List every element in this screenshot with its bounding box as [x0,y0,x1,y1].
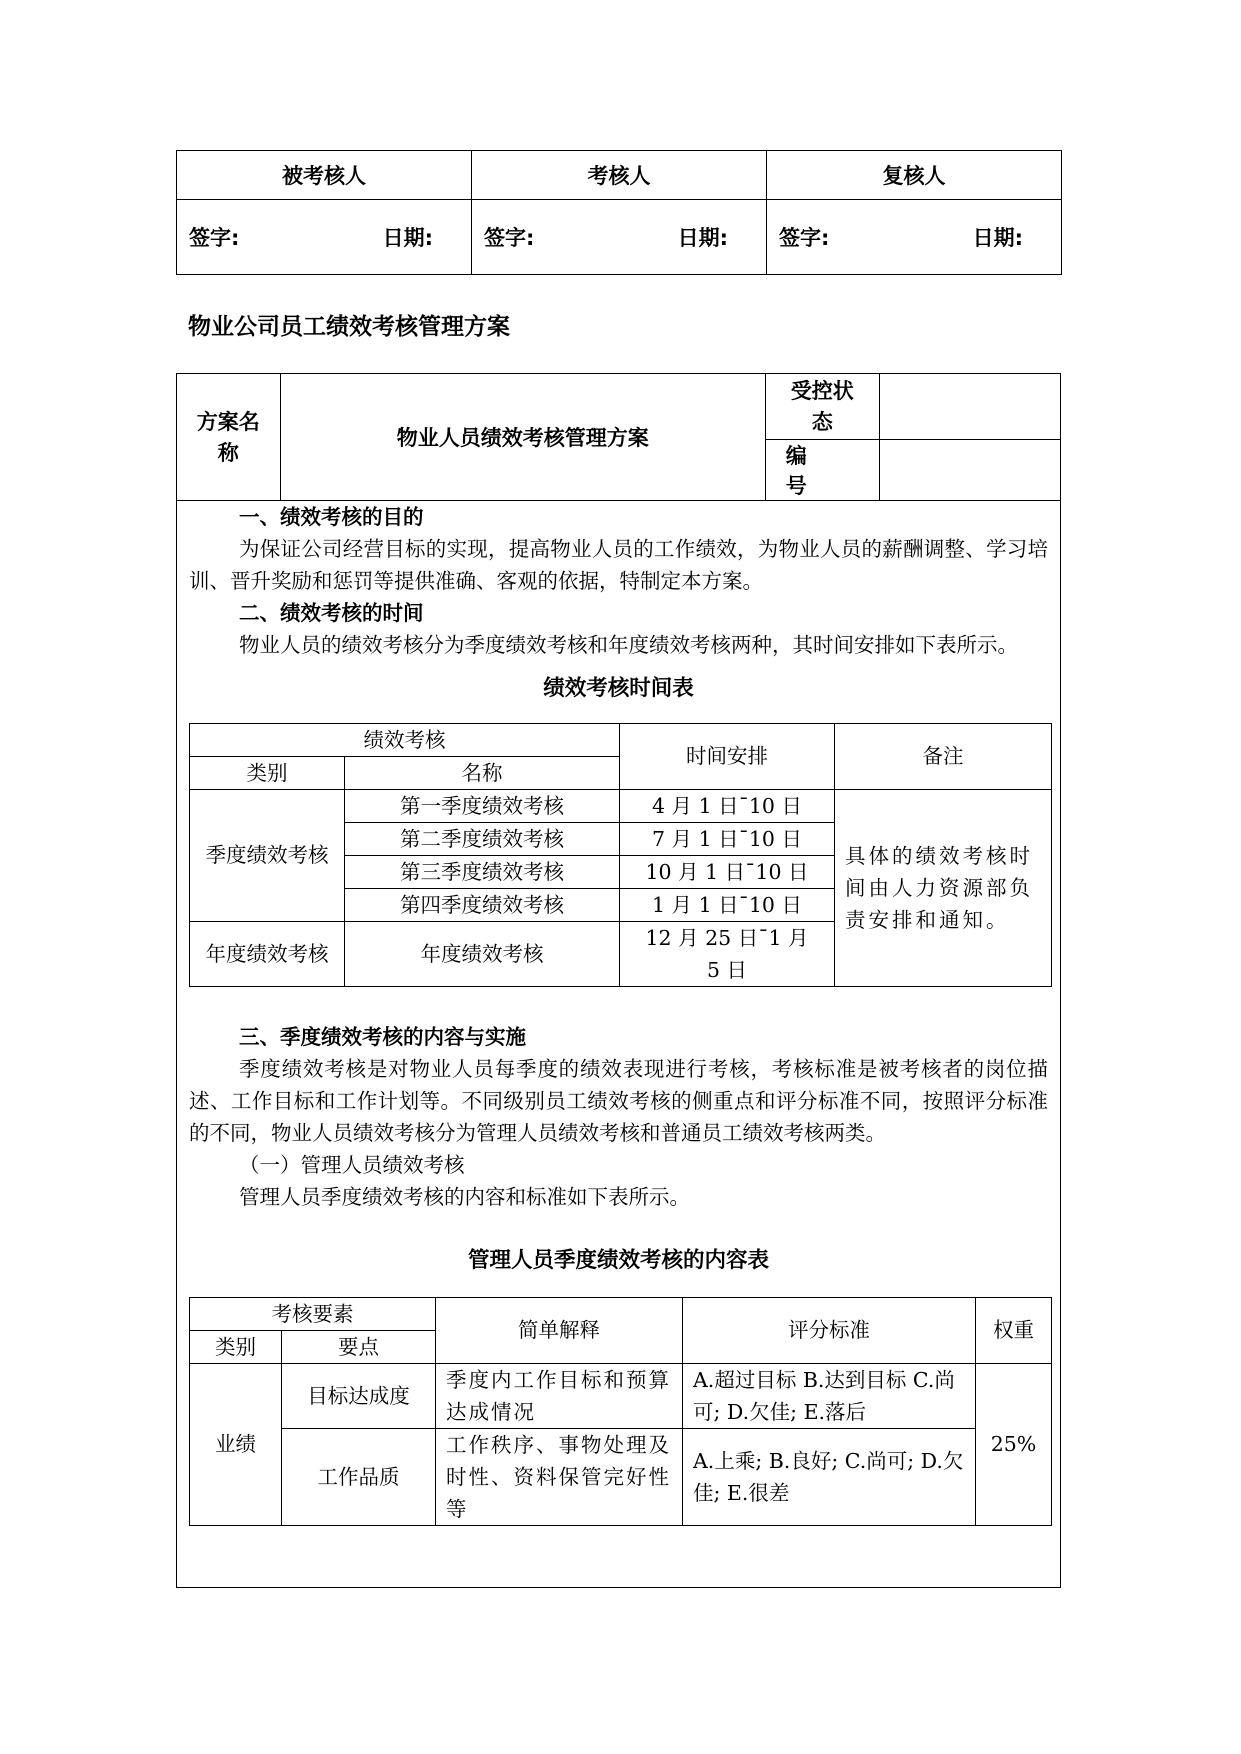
signature-cell-assessor[interactable] [472,200,767,275]
table-caption: 绩效考核时间表 [543,675,694,701]
schedule-row-name: 第一季度绩效考核 [345,789,620,822]
sub-heading: （一）管理人员绩效考核 [239,1152,465,1177]
signature-cell-reviewer[interactable] [767,200,1062,275]
kpi-explain: 工作秩序、事物处理及时性、资料保管完好性等 [436,1428,683,1525]
kpi-point: 目标达成度 [282,1363,436,1428]
sign-label: 签字: [779,226,830,250]
section-paragraph: 为保证公司经营目标的实现，提高物业人员的工作绩效，为物业人员的薪酬调整、学习培训、晋升奖励和惩罚等提供准确、客观的依据，特制定本方案。 [189,536,1048,593]
kpi-weight: 25% [976,1363,1052,1525]
schedule-group-header: 绩效考核 [190,723,620,756]
sign-label: 签字: [189,226,240,250]
section-heading: 三、季度绩效考核的内容与实施 [239,1024,526,1049]
kpi-point: 工作品质 [282,1428,436,1525]
schedule-row-name: 第四季度绩效考核 [345,888,620,921]
schedule-row-time: 10 月 1 日¯10 日 [620,855,835,888]
header-assessee: 被考核人 [177,151,472,200]
plan-body [177,501,1060,1526]
header-reviewer: 复核人 [767,151,1062,200]
plan-name-value: 物业人员绩效考核管理方案 [280,373,765,500]
schedule-row-time: 12 月 25 日¯1 月 5 日 [620,921,835,986]
schedule-category-header: 类别 [190,756,345,789]
document-title: 物业公司员工绩效考核管理方案 [188,314,510,340]
schedule-time-header: 时间安排 [620,723,835,789]
document-number-label: 编号 [765,439,879,500]
controlled-status-label: 受控状态 [765,373,879,439]
annual-category: 年度绩效考核 [190,921,345,986]
sign-label: 签字: [484,226,535,250]
section-heading: 二、绩效考核的时间 [239,600,424,625]
schedule-table [189,723,1052,987]
kpi-group-header: 考核要素 [190,1297,436,1330]
quarterly-category: 季度绩效考核 [190,789,345,921]
kpi-category: 业绩 [190,1363,282,1525]
schedule-note-header: 备注 [835,723,1052,789]
schedule-row-name: 第三季度绩效考核 [345,855,620,888]
section-paragraph: 管理人员季度绩效考核的内容和标准如下表所示。 [239,1184,690,1209]
management-kpi-table [189,1297,1052,1526]
schedule-row-name: 第二季度绩效考核 [345,822,620,855]
date-label: 日期: [382,226,433,250]
kpi-standard: A.超过目标 B.达到目标 C.尚可; D.欠佳; E.落后 [683,1363,976,1428]
date-label: 日期: [972,226,1023,250]
kpi-weight-header: 权重 [976,1297,1052,1363]
kpi-point-header: 要点 [282,1330,436,1363]
section-heading: 一、绩效考核的目的 [239,504,424,529]
kpi-standard-header: 评分标准 [683,1297,976,1363]
table-caption: 管理人员季度绩效考核的内容表 [467,1247,769,1273]
controlled-status-value[interactable] [879,373,1061,439]
schedule-name-header: 名称 [345,756,620,789]
kpi-explain: 季度内工作目标和预算达成情况 [436,1363,683,1428]
section-paragraph: 季度绩效考核是对物业人员每季度的绩效表现进行考核，考核标准是被考核者的岗位描述、工作目标和工作计划等。不同级别员工绩效考核的侧重点和评分标准不同，按照评分标准的不同，物业人员绩效考核分为管理人员绩效考核和普通员工绩效考核两类。 [189,1056,1048,1145]
date-label: 日期: [677,226,728,250]
document-number-value[interactable] [879,439,1061,500]
plan-frame [176,373,1061,1588]
kpi-explain-header: 简单解释 [436,1297,683,1363]
plan-header-table [176,373,1061,501]
schedule-row-time: 7 月 1 日¯10 日 [620,822,835,855]
schedule-row-time: 1 月 1 日¯10 日 [620,888,835,921]
header-assessor: 考核人 [472,151,767,200]
schedule-row-time: 4 月 1 日¯10 日 [620,789,835,822]
kpi-category-header: 类别 [190,1330,282,1363]
signature-cell-assessee[interactable] [177,200,472,275]
signature-table [176,150,1062,275]
plan-name-label: 方案名称 [176,373,280,500]
schedule-note: 具体的绩效考核时间由人力资源部负责安排和通知。 [835,789,1052,986]
schedule-row-name: 年度绩效考核 [345,921,620,986]
kpi-standard: A.上乘; B.良好; C.尚可; D.欠佳; E.很差 [683,1428,976,1525]
section-paragraph: 物业人员的绩效考核分为季度绩效考核和年度绩效考核两种，其时间安排如下表所示。 [239,632,1018,657]
